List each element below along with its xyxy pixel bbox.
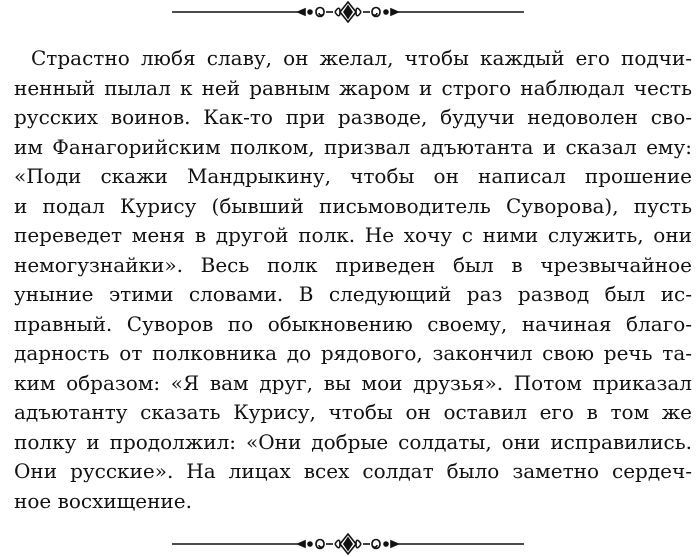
paragraph-line: ненный пылал к ней равным жаром и строго наблюдал честь	[14, 75, 692, 100]
paragraph-line: Они русские». На лицах всех солдат было заметно сердеч-	[14, 459, 692, 483]
paragraph-line: ким образом: «Я вам друг, вы мои друзья». Потом приказал	[14, 370, 692, 395]
paragraph-line: ное восхищение.	[14, 488, 192, 513]
top-ornament-divider	[0, 0, 696, 26]
bottom-ornament-divider	[0, 531, 696, 557]
body-paragraph	[14, 44, 692, 516]
paragraph-line: уныние этими словами. В следующий раз развод был ис-	[14, 282, 692, 306]
paragraph-line: и подал Курису (бывший письмоводитель Суворова), пусть	[14, 193, 692, 218]
paragraph-line: немогузнайки». Весь полк приведен был в чрезвычайное	[14, 252, 692, 277]
ornament-icon	[0, 531, 696, 557]
paragraph-line: адъютанту сказать Курису, чтобы он оставил его в том же	[14, 400, 692, 424]
paragraph-line: полку и продолжил: «Они добрые солдаты, они исправились.	[14, 429, 692, 454]
paragraph-line: «Поди скажи Мандрыкину, чтобы он написал прошение	[14, 164, 692, 188]
paragraph-line: Страстно любя славу, он желал, чтобы каждый его подчи-	[31, 46, 692, 70]
paragraph-line: русских воинов. Как-то при разводе, будучи недоволен сво-	[14, 105, 692, 129]
paragraph-line: переведет меня в другой полк. Не хочу с ними служить, они	[14, 223, 692, 247]
ornament-icon	[0, 0, 696, 26]
paragraph-line: правный. Суворов по обыкновению своему, начиная благо-	[14, 311, 692, 336]
paragraph-line: дарность от полковника до рядового, закончил свою речь та-	[14, 341, 692, 365]
paragraph-line: им Фанагорийским полком, призвал адъютанта и сказал ему:	[14, 134, 692, 159]
